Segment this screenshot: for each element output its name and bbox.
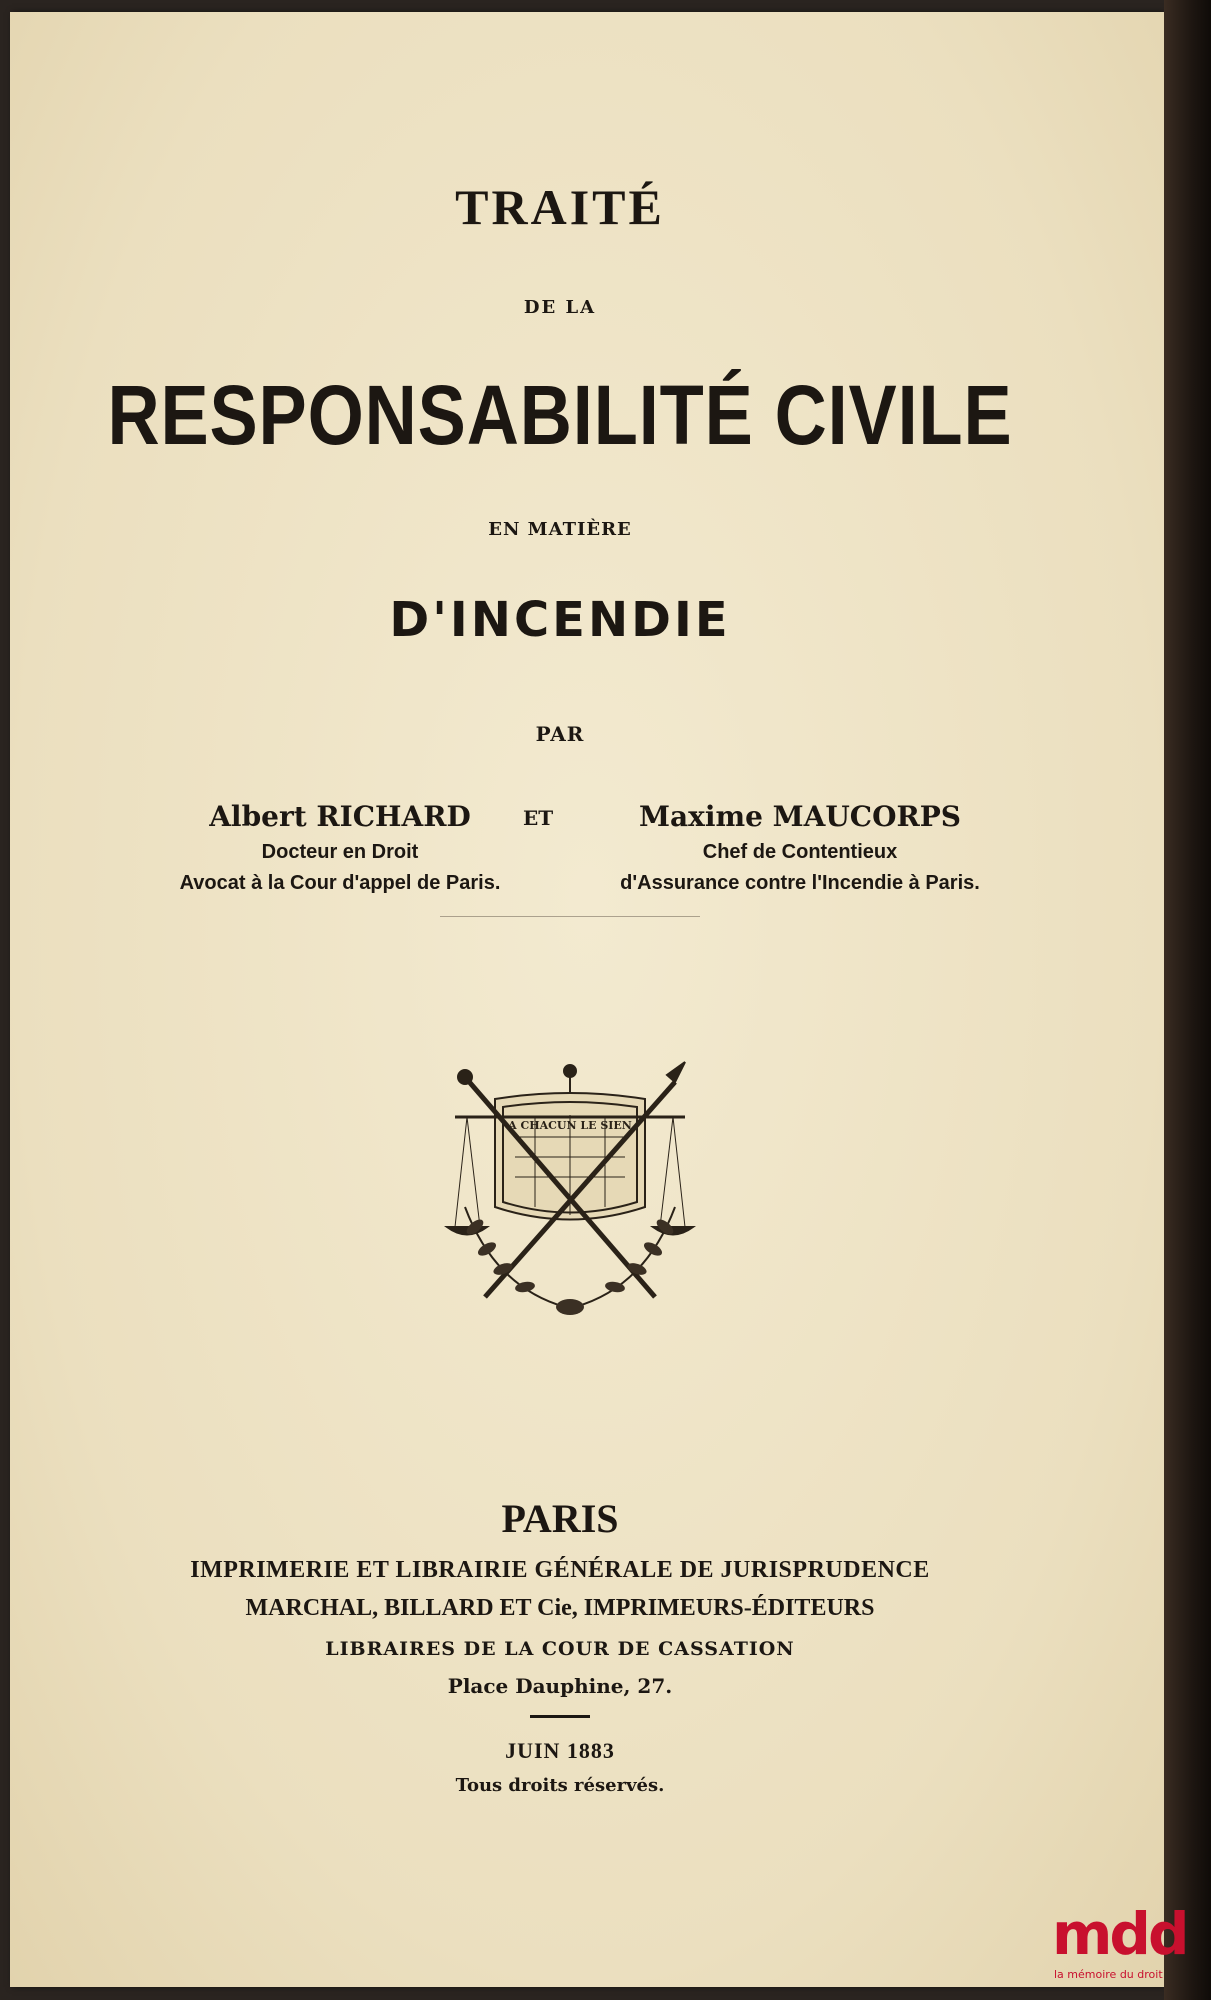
emblem-motto: A CHACUN LE SIEN [508, 1119, 632, 1132]
divider [440, 916, 700, 917]
mdd-logo [1052, 1900, 1202, 1990]
publisher-line3: LIBRAIRES DE LA COUR DE CASSATION [325, 1638, 795, 1660]
publisher-city: PARIS [501, 1496, 619, 1541]
justice-scales-emblem-icon [435, 1057, 705, 1327]
author-name: Maxime MAUCORPS [638, 800, 961, 833]
author-affiliation: d'Assurance contre l'Incendie à Paris. [620, 872, 980, 894]
rights-notice: Tous droits réservés. [455, 1775, 665, 1796]
title-line-de-la: DE LA [523, 297, 597, 318]
author-affiliation: Avocat à la Cour d'appel de Paris. [179, 872, 501, 894]
publication-date: JUIN 1883 [505, 1738, 615, 1763]
author-richard [160, 800, 520, 895]
logo-mark: mdd [1052, 1900, 1187, 1968]
par-label: PAR [535, 722, 585, 746]
title-main: RESPONSABILITÉ CIVILE [107, 368, 1013, 462]
publisher-address: Place Dauphine, 27. [447, 1674, 673, 1698]
publisher-line2: MARCHAL, BILLARD ET Cie, IMPRIMEURS-ÉDITEURS [245, 1595, 875, 1621]
author-title: Chef de Contentieux [702, 841, 898, 863]
book-page [10, 12, 1164, 1987]
title-line-traite: TRAITÉ [455, 179, 665, 235]
author-maucorps [610, 800, 990, 895]
bleed-through-text [90, 652, 990, 696]
title-line-en-matiere: EN MATIÈRE [488, 519, 632, 540]
divider [530, 1715, 590, 1718]
book-edge [1164, 0, 1211, 2000]
title-line-incendie: D'INCENDIE [389, 592, 731, 648]
publisher-line1: IMPRIMERIE ET LIBRAIRIE GÉNÉRALE DE JURISPRUDENCE [190, 1557, 930, 1583]
authors-conjunction: ET [523, 806, 554, 830]
logo-tagline: la mémoire du droit [1054, 1968, 1163, 1981]
author-title: Docteur en Droit [261, 841, 419, 863]
author-name: Albert RICHARD [209, 800, 471, 833]
